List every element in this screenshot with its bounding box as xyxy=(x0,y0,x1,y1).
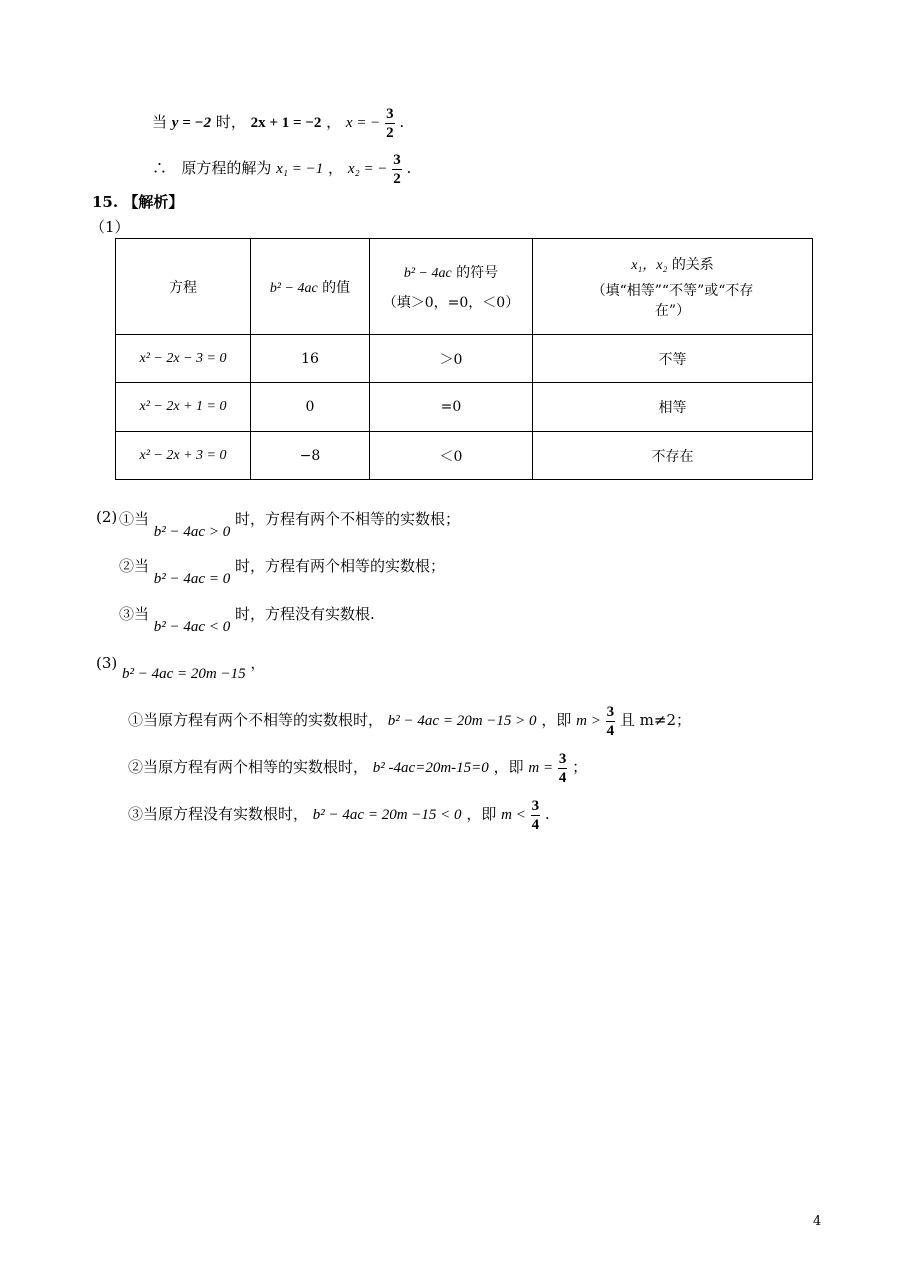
part3-item-tail: 且 m≠2； xyxy=(619,711,691,729)
part3-label: (3) xyxy=(96,654,118,672)
row-sign: ＜0 xyxy=(370,432,533,480)
part2-item-3 xyxy=(119,603,375,635)
table-row xyxy=(116,335,813,383)
part3-item-expr: b² -4ac=20m-15=0 xyxy=(372,760,489,776)
line1-mid: 时， xyxy=(215,113,246,131)
table-row xyxy=(116,383,813,432)
row-sign: =0 xyxy=(370,383,533,432)
section-title: 【解析】 xyxy=(123,193,184,211)
part3-item-rel: m < xyxy=(501,807,526,823)
table-row xyxy=(116,432,813,480)
row-relation: 不等 xyxy=(533,335,813,383)
header-sign-expr: b² − 4ac xyxy=(403,265,452,281)
part3-item-tail: . xyxy=(544,805,550,823)
row-sign: ＞0 xyxy=(370,335,533,383)
part3-item-tail: ； xyxy=(572,758,588,776)
part2-item-mark: ②当 xyxy=(119,557,150,575)
header-value xyxy=(251,239,370,335)
line1-fraction xyxy=(385,105,395,142)
fraction-numerator: 3 xyxy=(558,750,567,767)
part3-item-rel: m = xyxy=(528,760,554,776)
row-value: 16 xyxy=(251,335,370,383)
section-heading xyxy=(92,191,183,212)
row-equation: x² − 2x + 3 = 0 xyxy=(116,432,251,480)
part2-item-2 xyxy=(119,555,445,587)
part2-item-mark: ①当 xyxy=(119,510,150,528)
header-relation-text: 的关系 xyxy=(671,256,714,273)
line1-fraction-denominator: 2 xyxy=(386,124,394,141)
part2-label: (2) xyxy=(96,508,118,526)
row-relation: 相等 xyxy=(533,383,813,432)
line2-x1: x₁ = −1 xyxy=(276,161,324,177)
row-value: 0 xyxy=(251,383,370,432)
header-sign xyxy=(370,239,533,335)
row-value: −8 xyxy=(251,432,370,480)
header-relation-note1: （填“相等”“不等”或“不存 xyxy=(591,282,754,299)
fraction-denominator: 4 xyxy=(531,816,540,833)
part2-item-mark: ③当 xyxy=(119,605,150,623)
row-relation: 不存在 xyxy=(533,432,813,480)
part2-item-text: 时，方程没有实数根. xyxy=(234,605,375,623)
solution-line-1 xyxy=(152,102,404,142)
line1-end: . xyxy=(399,113,405,131)
part2-item-expr: b² − 4ac < 0 xyxy=(153,619,231,635)
solution-line-2 xyxy=(152,148,411,188)
part3-item-2 xyxy=(128,747,587,787)
header-value-expr: b² − 4ac xyxy=(269,280,318,296)
line1-x-equals: x = − xyxy=(345,115,381,131)
part3-item-3 xyxy=(128,794,550,834)
part3-item-mid: ，即 xyxy=(541,711,572,729)
header-relation xyxy=(533,239,813,335)
line2-fraction-numerator: 3 xyxy=(393,151,401,168)
line2-fraction-denominator: 2 xyxy=(393,170,401,187)
part2-item-expr: b² − 4ac > 0 xyxy=(153,524,231,540)
page-number: 4 xyxy=(813,1214,822,1229)
line1-equation: 2x + 1 = −2 xyxy=(250,115,322,131)
part3-item-rel: m > xyxy=(576,713,601,729)
part3-item-1 xyxy=(128,700,691,740)
header-relation-vars: x₁，x₂ xyxy=(631,257,668,273)
part3-item-mid: ，即 xyxy=(466,805,497,823)
line2-x2: x₂ = − xyxy=(347,161,388,177)
header-equation-label: 方程 xyxy=(169,279,197,296)
part3-header xyxy=(96,652,266,682)
row-equation: x² − 2x − 3 = 0 xyxy=(116,335,251,383)
fraction-numerator: 3 xyxy=(606,703,615,720)
part3-item-fraction xyxy=(531,797,541,834)
part2-item-1 xyxy=(119,508,460,540)
part3-item-expr: b² − 4ac = 20m −15 < 0 xyxy=(312,807,462,823)
header-sign-note: （填＞0，=0，＜0） xyxy=(382,294,520,311)
line2-text: 原方程的解为 xyxy=(181,159,272,177)
section-number: 15. xyxy=(92,193,119,211)
fraction-numerator: 3 xyxy=(531,797,540,814)
fraction-denominator: 4 xyxy=(558,769,567,786)
part3-item-mid: ，即 xyxy=(493,758,524,776)
part1-label: （1） xyxy=(90,218,130,236)
line2-fraction xyxy=(392,151,402,188)
header-relation-note2: 在”） xyxy=(654,302,691,319)
header-equation xyxy=(116,239,251,335)
line1-comma: ， xyxy=(326,113,342,131)
line1-y-condition: y = −2 xyxy=(171,115,212,131)
header-sign-text: 的符号 xyxy=(456,264,499,281)
part2-item-expr: b² − 4ac = 0 xyxy=(153,571,231,587)
fraction-denominator: 4 xyxy=(606,722,615,739)
part3-comma: ， xyxy=(250,654,266,672)
part3-item-fraction xyxy=(606,703,616,740)
part2-item-text: 时，方程有两个相等的实数根； xyxy=(234,557,445,575)
part2-item-text: 时，方程有两个不相等的实数根； xyxy=(234,510,460,528)
line1-fraction-numerator: 3 xyxy=(386,105,394,122)
table-header-row xyxy=(116,239,813,335)
part3-item-expr: b² − 4ac = 20m −15 > 0 xyxy=(387,713,537,729)
header-value-text: 的值 xyxy=(322,279,351,296)
part3-expr: b² − 4ac = 20m −15 xyxy=(122,666,246,682)
line1-prefix: 当 xyxy=(152,113,168,131)
part3-item-fraction xyxy=(558,750,568,787)
part3-item-text: ①当原方程有两个不相等的实数根时， xyxy=(128,711,384,729)
discriminant-table xyxy=(115,238,813,480)
row-equation: x² − 2x + 1 = 0 xyxy=(116,383,251,432)
part3-item-text: ②当原方程有两个相等的实数根时， xyxy=(128,758,369,776)
therefore-symbol: ∴ xyxy=(152,159,168,177)
line2-comma: ， xyxy=(328,159,344,177)
part3-item-text: ③当原方程没有实数根时， xyxy=(128,805,309,823)
line2-end: . xyxy=(406,159,412,177)
